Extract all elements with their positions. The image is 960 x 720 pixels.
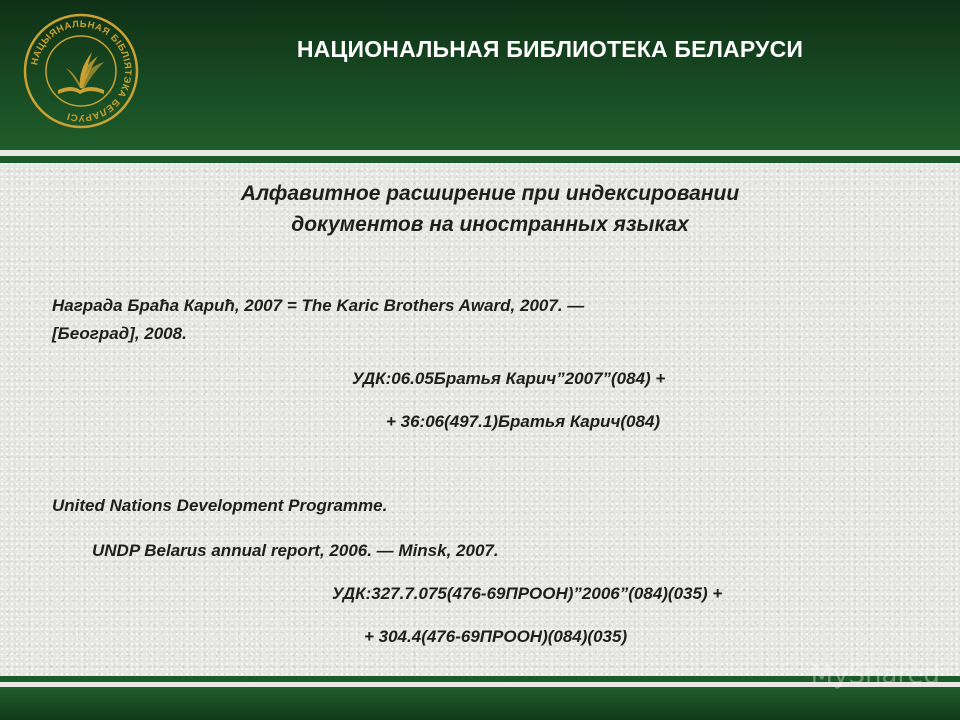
entry2-udk-line-1: УДК:327.7.075(476-69ПРООН)”2006”(084)(035) + bbox=[332, 584, 723, 603]
entry2-title-line: UNDP Belarus annual report, 2006. — Minsk, 2007. bbox=[92, 541, 499, 560]
header-band bbox=[0, 0, 960, 150]
entry1-title-line: Награда Браħа Кариħ, 2007 = The Karic Brothers Award, 2007. — bbox=[52, 296, 585, 315]
watermark-text: MyShared bbox=[810, 660, 940, 690]
header-divider-green bbox=[0, 156, 960, 163]
subtitle-line-1: Алфавитное расширение при индексировании bbox=[240, 182, 740, 205]
open-book-icon bbox=[58, 52, 104, 94]
entry1-udk-line-1: УДК:06.05Братья Карич”2007”(084) + bbox=[352, 369, 666, 388]
library-logo bbox=[22, 12, 140, 130]
entry2-udk-line-2: + 304.4(476-69ПРООН)(084)(035) bbox=[364, 627, 628, 646]
footer-band bbox=[0, 687, 960, 720]
subtitle-line-2: документов на иностранных языках bbox=[291, 213, 689, 236]
entry1-imprint-line: [Београд], 2008. bbox=[52, 324, 187, 343]
entry1-udk-line-2: + 36:06(497.1)Братья Карич(084) bbox=[386, 412, 661, 431]
slide-subtitle bbox=[130, 178, 850, 240]
page-title: НАЦИОНАЛЬНАЯ БИБЛИОТЕКА БЕЛАРУСИ bbox=[296, 36, 804, 62]
entry2-author-line: United Nations Development Programme. bbox=[52, 496, 388, 515]
logo-ring-text: НАЦЫЯНАЛЬНАЯ БІБЛІЯТЭКА БЕЛАРУСІ bbox=[29, 18, 134, 124]
svg-text:НАЦЫЯНАЛЬНАЯ БІБЛІЯТЭКА БЕЛАРУ bbox=[29, 19, 133, 123]
